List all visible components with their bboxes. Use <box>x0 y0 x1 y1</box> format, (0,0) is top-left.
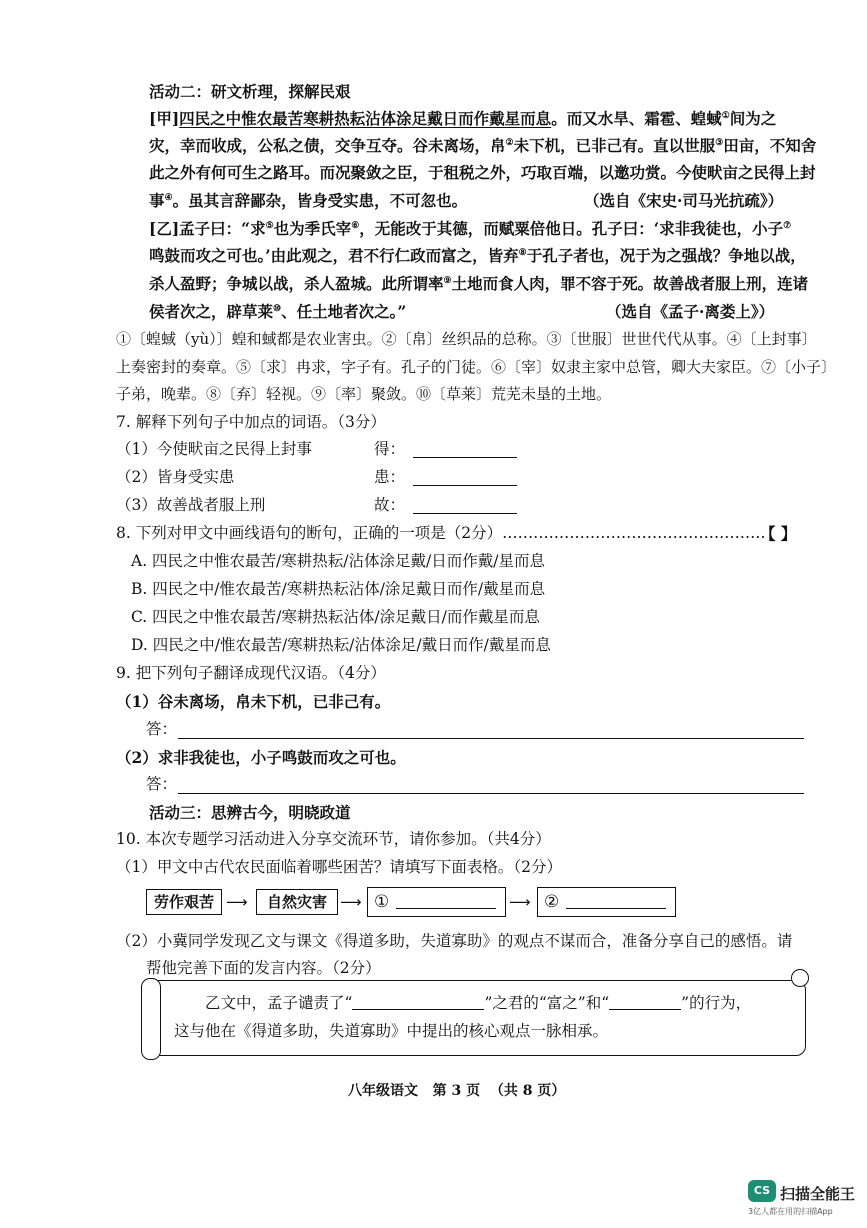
q7-item-3: （3）故善战者服上刑 <box>116 496 266 514</box>
scanner-watermark <box>748 1177 866 1227</box>
q8-option-d: D. 四民之中/惟农最苦/寒耕热耘/沾体涂足/戴日而作/戴星而息 <box>131 636 551 654</box>
page-footer: 八年级语文 第 3 页 （共 8 页） <box>348 1083 566 1099</box>
flow-arrow-1: ⟶ <box>226 893 248 911</box>
yi-line-3: 杀人盈野；争城以战，杀人盈城。此所谓率⑨土地而食人肉，罪不容于死。故善战者服上刑，连诸 <box>149 274 809 293</box>
notes-line-1: ①〔蝗蜮（yù）〕蝗和蜮都是农业害虫。②〔帛〕丝织品的总称。③〔世服〕世世代代从事。④〔上封事〕 <box>116 330 817 348</box>
watermark-app-name: 扫描全能王 <box>780 1185 856 1203</box>
q10-sub1: （1）甲文中古代农民面临着哪些困苦？请填写下面表格。（2分） <box>116 858 562 876</box>
flow-box-labor: 劳作艰苦 <box>146 889 222 915</box>
flow-box-blank-2[interactable] <box>537 887 676 917</box>
jia-line-4: 事④。虽其言辞鄙杂，皆身受实患，不可忽也。 <box>149 191 468 210</box>
q8-option-b: B. 四民之中/惟农最苦/寒耕热耘沾体/涂足戴日而作/戴星而息 <box>131 580 546 598</box>
scroll-line-1: 乙文中，孟子谴责了“ ”之君的“富之”和“ ”的行为， <box>205 994 752 1012</box>
q10-sub2-line-1: （2）小冀同学发现乙文与课文《得道多助，失道寡助》的观点不谋而合，准备分享自己的感悟。请 <box>116 932 793 950</box>
flow-blank-2-line <box>566 908 666 909</box>
q7-key-3: 故： <box>374 496 406 514</box>
q7-item-2: （2）皆身受实患 <box>116 468 235 486</box>
q9-stem: 9. 把下列句子翻译成现代汉语。（4分） <box>116 664 386 682</box>
watermark-tagline: 3亿人都在用的扫描App <box>748 1207 833 1216</box>
flow-box-nature: 自然灾害 <box>256 889 338 915</box>
speech-scroll <box>150 980 806 1056</box>
yi-line-1: [乙]孟子曰：“求⑤也为季氏宰⑥，无能改于其德，而赋粟倍他日。孔子曰：‘求非我徒也，小子⑦ <box>149 219 792 238</box>
q7-item-1: （1）今使畎亩之民得上封事 <box>116 440 312 458</box>
q8-stem: 8. 下列对甲文中画线语句的断句，正确的一项是（2分）…………………………………………… <box>116 524 766 542</box>
q7-answer-line-1[interactable] <box>413 457 517 458</box>
scroll-blank-1[interactable] <box>352 1009 484 1010</box>
scroll-line-2: 这与他在《得道多助，失道寡助》中提出的核心观点一脉相承。 <box>174 1022 609 1040</box>
flow-arrow-2: ⟶ <box>340 893 362 911</box>
yi-source: （选自《孟子·离娄上》） <box>606 302 775 321</box>
q8-answer-bracket[interactable]: 【 】 <box>760 524 797 543</box>
activity2-title: 活动二：研文析理，探解民艰 <box>149 82 351 101</box>
flow-blank-2-marker: ② <box>544 892 560 912</box>
scroll-curl-right <box>791 969 809 987</box>
scroll-blank-2[interactable] <box>609 1009 681 1010</box>
camscanner-logo-icon: CS <box>748 1180 776 1202</box>
q9-answer-label-1: 答： <box>146 720 178 738</box>
jia-underlined-sentence: 四民之中惟农最苦寒耕热耘沾体涂足戴日而作戴星而息 <box>179 109 552 128</box>
flow-blank-1-marker: ① <box>374 892 390 912</box>
q9-answer-line-1[interactable] <box>178 738 804 739</box>
yi-line-2: 鸣鼓而攻之可也。’由此观之，君不行仁政而富之，皆弃⑧于孔子者也，况于为之强战？争地以战， <box>149 246 806 265</box>
notes-line-3: 子弟，晚辈。⑧〔弃〕轻视。⑨〔率〕聚敛。⑩〔草莱〕荒芜未垦的土地。 <box>116 385 612 403</box>
q7-answer-line-3[interactable] <box>413 513 517 514</box>
q7-key-1: 得： <box>374 440 406 458</box>
q10-sub2-line-2: 帮他完善下面的发言内容。（2分） <box>146 959 381 977</box>
q9-answer-line-2[interactable] <box>178 793 804 794</box>
jia-label: [甲] <box>149 109 180 128</box>
jia-line-2: 灾，幸而收成，公私之债，交争互夺。谷未离场，帛②未下机，已非己有。直以世服③田亩，不知舍 <box>149 136 817 155</box>
q9-answer-label-2: 答： <box>146 775 178 793</box>
q9-item-1: （1）谷未离场，帛未下机，已非己有。 <box>116 692 391 711</box>
jia-line-3: 此之外有何可生之路耳。而况聚敛之臣，于租税之外，巧取百端，以邀功赏。今使畎亩之民得上封 <box>149 163 816 182</box>
q7-key-2: 患： <box>374 468 406 486</box>
flow-arrow-3: ⟶ <box>509 893 531 911</box>
q8-option-a: A. 四民之中惟农最苦/寒耕热耘/沾体涂足戴/日而作戴/星而息 <box>131 552 545 570</box>
q7-stem: 7. 解释下列句子中加点的词语。（3分） <box>116 413 386 431</box>
scroll-curl-left <box>141 978 161 1060</box>
yi-line-4: 侯者次之，辟草莱⑩、任土地者次之。” <box>149 302 407 321</box>
jia-source: （选自《宋史·司马光抗疏》） <box>584 191 784 210</box>
jia-line-1: [甲]四民之中惟农最苦寒耕热耘沾体涂足戴日而作戴星而息。而又水旱、霜雹、蝗蜮①间为之 <box>149 109 777 128</box>
activity3-title: 活动三：思辨古今，明晓政道 <box>149 803 351 822</box>
flow-blank-1-line <box>396 908 496 909</box>
q8-option-c: C. 四民之中惟农最苦/寒耕热耘沾体/涂足戴日/而作戴星而息 <box>131 608 540 626</box>
q7-answer-line-2[interactable] <box>413 485 517 486</box>
q9-item-2: （2）求非我徒也，小子鸣鼓而攻之可也。 <box>116 748 406 767</box>
flow-box-blank-1[interactable] <box>367 887 506 917</box>
q10-stem: 10. 本次专题学习活动进入分享交流环节，请你参加。（共4分） <box>116 830 551 848</box>
notes-line-2: 上奏密封的奏章。⑤〔求〕冉求，字子有。孔子的门徒。⑥〔宰〕奴隶主家中总管，卿大夫家臣。⑦〔小子〕 <box>116 358 837 376</box>
